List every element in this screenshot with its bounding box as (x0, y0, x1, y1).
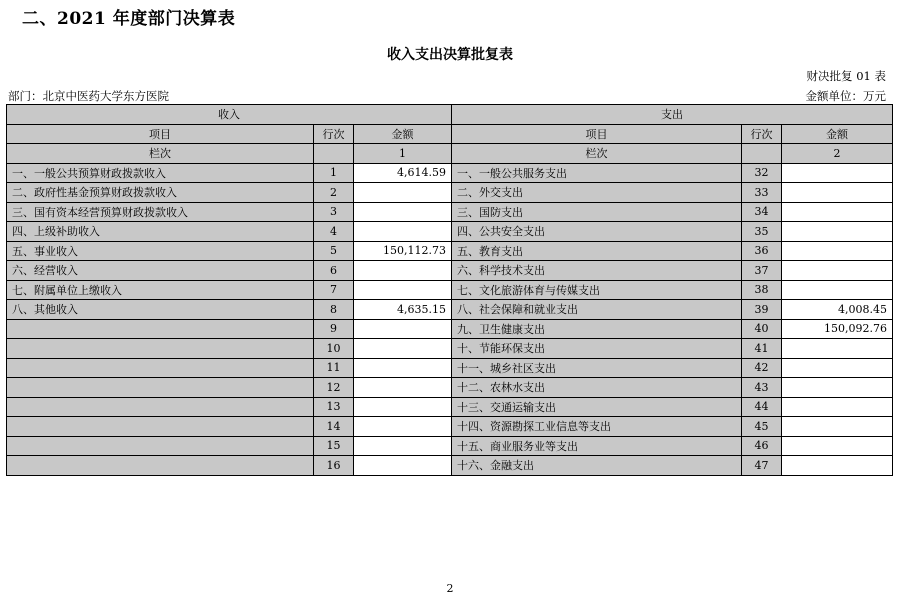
expense-rowno-cell: 47 (742, 456, 782, 476)
income-amount-cell (354, 358, 452, 378)
header-row-column-index (7, 144, 893, 164)
table-row (7, 456, 893, 476)
income-amount-cell (354, 202, 452, 222)
expense-amount-cell (782, 378, 893, 398)
income-amount-cell: 4,635.15 (354, 300, 452, 320)
expense-item-cell: 十、节能环保支出 (452, 339, 742, 359)
table-row (7, 183, 893, 203)
income-item-cell: 七、附属单位上缴收入 (7, 280, 314, 300)
department-label: 部门：北京中医药大学东方医院 (8, 89, 169, 103)
expense-amount-cell (782, 163, 893, 183)
expense-item-cell: 二、外交支出 (452, 183, 742, 203)
expense-rowno-cell: 40 (742, 319, 782, 339)
table-row (7, 300, 893, 320)
income-item-cell (7, 456, 314, 476)
expense-item-cell: 十三、交通运输支出 (452, 397, 742, 417)
income-column-label: 栏次 (7, 144, 314, 164)
income-amount-cell (354, 319, 452, 339)
income-item-cell (7, 319, 314, 339)
income-item-cell (7, 358, 314, 378)
income-item-cell: 三、国有资本经营预算财政拨款收入 (7, 202, 314, 222)
expense-header: 支出 (452, 105, 893, 125)
expense-item-cell: 十二、农林水支出 (452, 378, 742, 398)
expense-item-cell: 四、公共安全支出 (452, 222, 742, 242)
expense-amount-cell (782, 261, 893, 281)
income-rowno-cell: 8 (314, 300, 354, 320)
income-item-header: 项目 (7, 124, 314, 144)
expense-rowno-header: 行次 (742, 124, 782, 144)
expense-rowno-cell: 39 (742, 300, 782, 320)
expense-item-cell: 六、科学技术支出 (452, 261, 742, 281)
income-rowno-header: 行次 (314, 124, 354, 144)
table-row (7, 378, 893, 398)
expense-rowno-cell: 46 (742, 436, 782, 456)
income-rowno-cell: 1 (314, 163, 354, 183)
table-row (7, 319, 893, 339)
income-rowno-cell: 12 (314, 378, 354, 398)
table-row (7, 280, 893, 300)
header-row-columns (7, 124, 893, 144)
expense-amount-cell (782, 241, 893, 261)
income-amount-cell (354, 378, 452, 398)
expense-amount-cell (782, 358, 893, 378)
income-amount-cell (354, 261, 452, 281)
expense-rowno-cell: 45 (742, 417, 782, 437)
income-rowno-cell: 5 (314, 241, 354, 261)
expense-item-cell: 十五、商业服务业等支出 (452, 436, 742, 456)
expense-column-label: 栏次 (452, 144, 742, 164)
expense-amount-cell (782, 183, 893, 203)
income-item-cell (7, 397, 314, 417)
expense-amount-cell (782, 202, 893, 222)
income-amount-cell (354, 339, 452, 359)
income-item-cell (7, 378, 314, 398)
table-row (7, 417, 893, 437)
expense-rowno-cell: 34 (742, 202, 782, 222)
income-rowno-cell: 15 (314, 436, 354, 456)
expense-rowno-cell: 41 (742, 339, 782, 359)
income-item-cell: 四、上级补助收入 (7, 222, 314, 242)
income-rowno-cell: 11 (314, 358, 354, 378)
income-amount-cell (354, 280, 452, 300)
income-rowno-cell: 4 (314, 222, 354, 242)
income-expense-table (6, 104, 893, 476)
income-rowno-cell: 10 (314, 339, 354, 359)
expense-amount-cell (782, 436, 893, 456)
table-row (7, 222, 893, 242)
income-rowno-cell: 2 (314, 183, 354, 203)
expense-item-cell: 三、国防支出 (452, 202, 742, 222)
expense-rowno-cell: 32 (742, 163, 782, 183)
expense-column-number: 2 (782, 144, 893, 164)
income-item-cell (7, 417, 314, 437)
expense-amount-cell: 4,008.45 (782, 300, 893, 320)
expense-column-blank (742, 144, 782, 164)
unit-label: 金额单位：万元 (805, 89, 886, 103)
expense-amount-cell (782, 397, 893, 417)
expense-amount-cell (782, 417, 893, 437)
income-item-cell (7, 436, 314, 456)
income-rowno-cell: 14 (314, 417, 354, 437)
income-column-number: 1 (354, 144, 452, 164)
form-number: 财决批复 01 表 (806, 69, 886, 83)
income-rowno-cell: 13 (314, 397, 354, 417)
expense-rowno-cell: 38 (742, 280, 782, 300)
table-row (7, 261, 893, 281)
expense-rowno-cell: 36 (742, 241, 782, 261)
expense-item-cell: 八、社会保障和就业支出 (452, 300, 742, 320)
income-rowno-cell: 16 (314, 456, 354, 476)
expense-item-cell: 十一、城乡社区支出 (452, 358, 742, 378)
table-row (7, 241, 893, 261)
income-rowno-cell: 7 (314, 280, 354, 300)
expense-amount-cell (782, 339, 893, 359)
income-amount-cell (354, 436, 452, 456)
expense-rowno-cell: 42 (742, 358, 782, 378)
income-amount-cell: 4,614.59 (354, 163, 452, 183)
table-row (7, 436, 893, 456)
table-title: 收入支出决算批复表 (387, 47, 513, 63)
expense-item-header: 项目 (452, 124, 742, 144)
income-item-cell: 二、政府性基金预算财政拨款收入 (7, 183, 314, 203)
income-amount-cell (354, 183, 452, 203)
income-column-blank (314, 144, 354, 164)
expense-item-cell: 五、教育支出 (452, 241, 742, 261)
table-row (7, 163, 893, 183)
table-row (7, 202, 893, 222)
table-row (7, 358, 893, 378)
expense-amount-cell (782, 222, 893, 242)
expense-item-cell: 十四、资源勘探工业信息等支出 (452, 417, 742, 437)
expense-amount-cell (782, 280, 893, 300)
expense-amount-cell: 150,092.76 (782, 319, 893, 339)
income-item-cell: 五、事业收入 (7, 241, 314, 261)
expense-rowno-cell: 44 (742, 397, 782, 417)
income-item-cell (7, 339, 314, 359)
income-item-cell: 一、一般公共预算财政拨款收入 (7, 163, 314, 183)
income-header: 收入 (7, 105, 452, 125)
income-item-cell: 六、经营收入 (7, 261, 314, 281)
income-amount-cell: 150,112.73 (354, 241, 452, 261)
income-rowno-cell: 3 (314, 202, 354, 222)
table-row (7, 397, 893, 417)
expense-rowno-cell: 43 (742, 378, 782, 398)
expense-amount-cell (782, 456, 893, 476)
income-item-cell: 八、其他收入 (7, 300, 314, 320)
expense-rowno-cell: 37 (742, 261, 782, 281)
income-amount-cell (354, 222, 452, 242)
expense-amount-header: 金额 (782, 124, 893, 144)
income-amount-cell (354, 417, 452, 437)
expense-rowno-cell: 33 (742, 183, 782, 203)
income-amount-cell (354, 397, 452, 417)
header-row-sections (7, 105, 893, 125)
expense-item-cell: 十六、金融支出 (452, 456, 742, 476)
income-rowno-cell: 9 (314, 319, 354, 339)
income-amount-header: 金额 (354, 124, 452, 144)
income-amount-cell (354, 456, 452, 476)
expense-item-cell: 七、文化旅游体育与传媒支出 (452, 280, 742, 300)
section-heading: 二、2021 年度部门决算表 (22, 9, 236, 29)
expense-item-cell: 九、卫生健康支出 (452, 319, 742, 339)
expense-item-cell: 一、一般公共服务支出 (452, 163, 742, 183)
expense-rowno-cell: 35 (742, 222, 782, 242)
income-rowno-cell: 6 (314, 261, 354, 281)
table-row (7, 339, 893, 359)
page-number: 2 (446, 582, 454, 595)
